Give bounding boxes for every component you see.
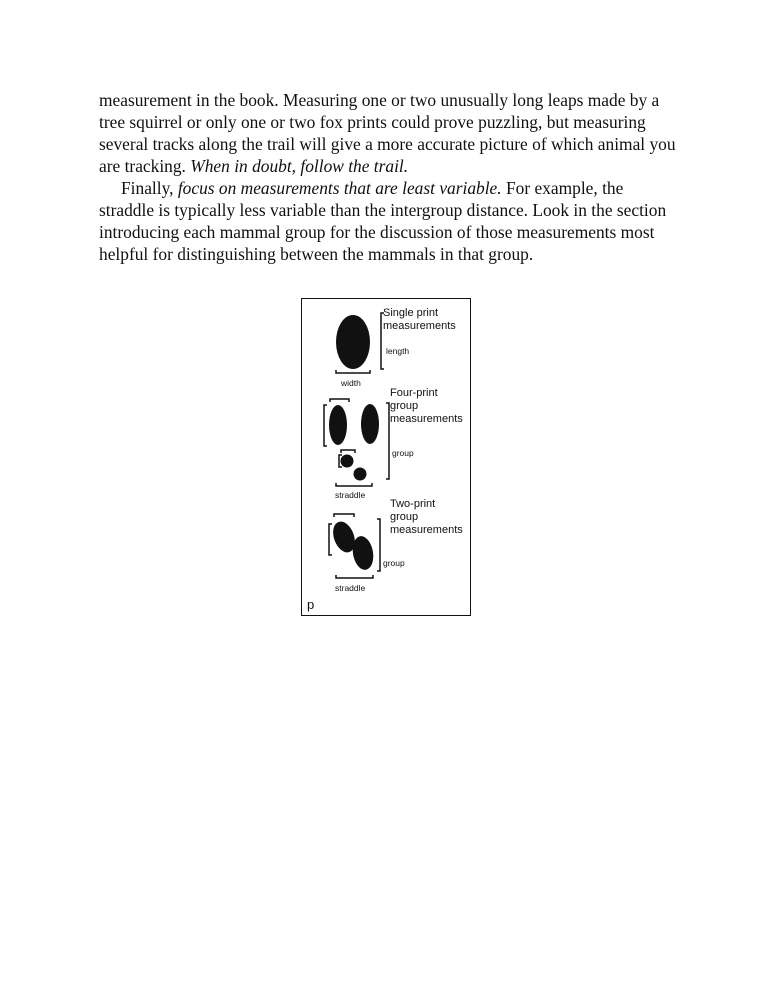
two-straddle-bracket: [336, 575, 373, 578]
four-heading-3: measurements: [390, 413, 463, 425]
single-heading-1: Single print: [383, 307, 439, 319]
paragraph-1-emphasis: When in doubt, follow the trail.: [190, 156, 409, 176]
four-outer-bracket: [324, 405, 327, 446]
two-straddle-label: straddle: [335, 583, 366, 593]
two-heading-1: Two-print: [390, 498, 436, 510]
paragraph-1-text: measurement in the book. Measuring one or two unusually long leaps made by a tree squirrel or only one or two fox prints could prove puzzling, but measuring several tracks along the trail will give a more accurate picture of which animal you are tracking.: [99, 90, 676, 176]
figure-drawing: [302, 299, 472, 617]
four-front-print-left: [329, 405, 347, 445]
two-outer-bracket: [329, 524, 332, 555]
four-top-bracket: [330, 399, 349, 402]
single-heading-2: measurements: [383, 320, 456, 332]
figure-corner-letter: p: [307, 597, 315, 612]
two-group-label: group: [383, 558, 405, 568]
two-top-bracket: [334, 514, 354, 517]
four-hind-print-left: [341, 455, 354, 468]
four-inner-top-bracket: [341, 450, 355, 453]
paragraph-2-emphasis: focus on measurements that are least variable.: [177, 178, 502, 198]
paragraph-2: [99, 177, 681, 265]
four-front-print-right: [361, 404, 379, 444]
four-heading-1: Four-print: [390, 387, 438, 399]
single-print: [336, 315, 370, 369]
four-straddle-bracket: [336, 483, 372, 486]
two-heading-2: group: [390, 511, 419, 523]
paragraph-2-lead: Finally,: [121, 178, 178, 198]
paragraph-1: [99, 89, 681, 177]
four-straddle-label: straddle: [335, 490, 366, 500]
track-measurement-figure: [301, 298, 471, 616]
four-group-label: group: [392, 448, 414, 458]
paragraph-2-text: For example, the straddle is typically less variable than the intergroup distance. Look in the section introducing each mammal group for the discussion of those measurements most helpful for distinguishing between the mammals in that group.: [99, 178, 667, 264]
single-length-label: length: [386, 346, 410, 356]
two-group-bracket: [377, 519, 380, 571]
single-width-bracket: [336, 370, 370, 373]
single-width-label: width: [341, 378, 361, 388]
two-heading-3: measurements: [390, 524, 463, 536]
body-text: [99, 89, 681, 265]
four-heading-2: group: [390, 400, 419, 412]
four-hind-print-right: [354, 468, 367, 481]
four-group-bracket: [386, 403, 389, 479]
